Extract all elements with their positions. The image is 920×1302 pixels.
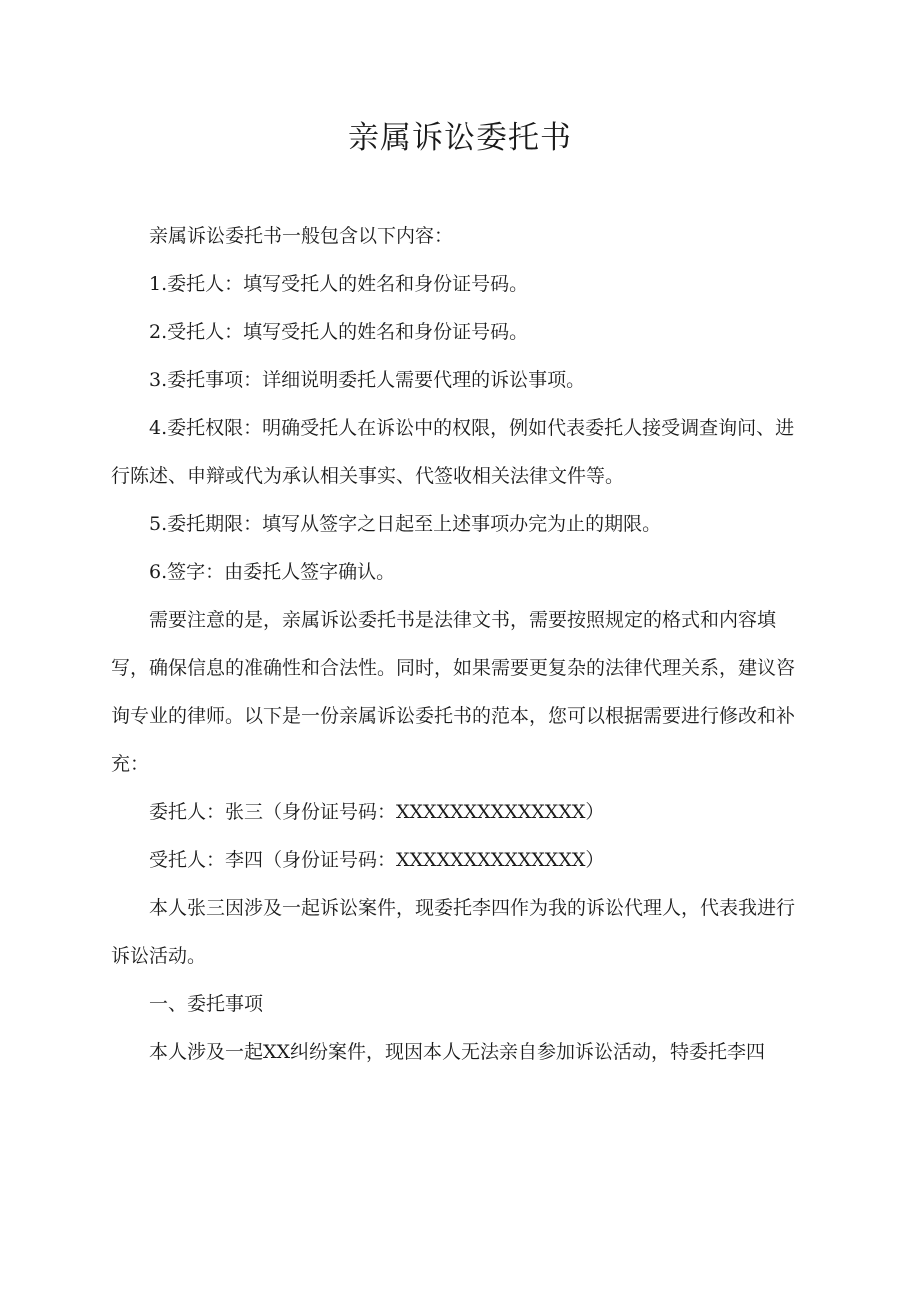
paragraph-item-1: 1.委托人：填写受托人的姓名和身份证号码。: [149, 273, 529, 295]
section-heading-matters: 一、委托事项: [149, 993, 264, 1015]
paragraph-item-5: 5.委托期限：填写从签字之日起至上述事项办完为止的期限。: [149, 513, 662, 535]
paragraph-intro: 亲属诉讼委托书一般包含以下内容：: [149, 225, 454, 247]
paragraph-item-4: 4.委托权限：明确受托人在诉讼中的权限，例如代表委托人接受调查询问、进行陈述、申辩或代为承认相关事实、代签收相关法律文件等。: [111, 417, 795, 487]
paragraph-note: 需要注意的是，亲属诉讼委托书是法律文书，需要按照规定的格式和内容填写，确保信息的准确性和合法性。同时，如果需要更复杂的法律代理关系，建议咨询专业的律师。以下是一份亲属诉讼委托书的范本，您可以根据需要进行修改和补充：: [111, 609, 796, 775]
paragraph-matters: 本人涉及一起XX纠纷案件，现因本人无法亲自参加诉讼活动，特委托李四: [149, 1041, 766, 1063]
paragraph-principal: 委托人：张三（身份证号码：XXXXXXXXXXXXXX）: [149, 801, 605, 823]
paragraph-agent: 受托人：李四（身份证号码：XXXXXXXXXXXXXX）: [149, 849, 605, 871]
paragraph-item-3: 3.委托事项：详细说明委托人需要代理的诉讼事项。: [149, 369, 586, 391]
document-body: [111, 212, 811, 1076]
document-title: 亲属诉讼委托书: [348, 120, 572, 156]
paragraph-item-6: 6.签字：由委托人签字确认。: [149, 561, 396, 583]
paragraph-statement: 本人张三因涉及一起诉讼案件，现委托李四作为我的诉讼代理人，代表我进行诉讼活动。: [111, 897, 796, 967]
paragraph-item-2: 2.受托人：填写受托人的姓名和身份证号码。: [149, 321, 529, 343]
